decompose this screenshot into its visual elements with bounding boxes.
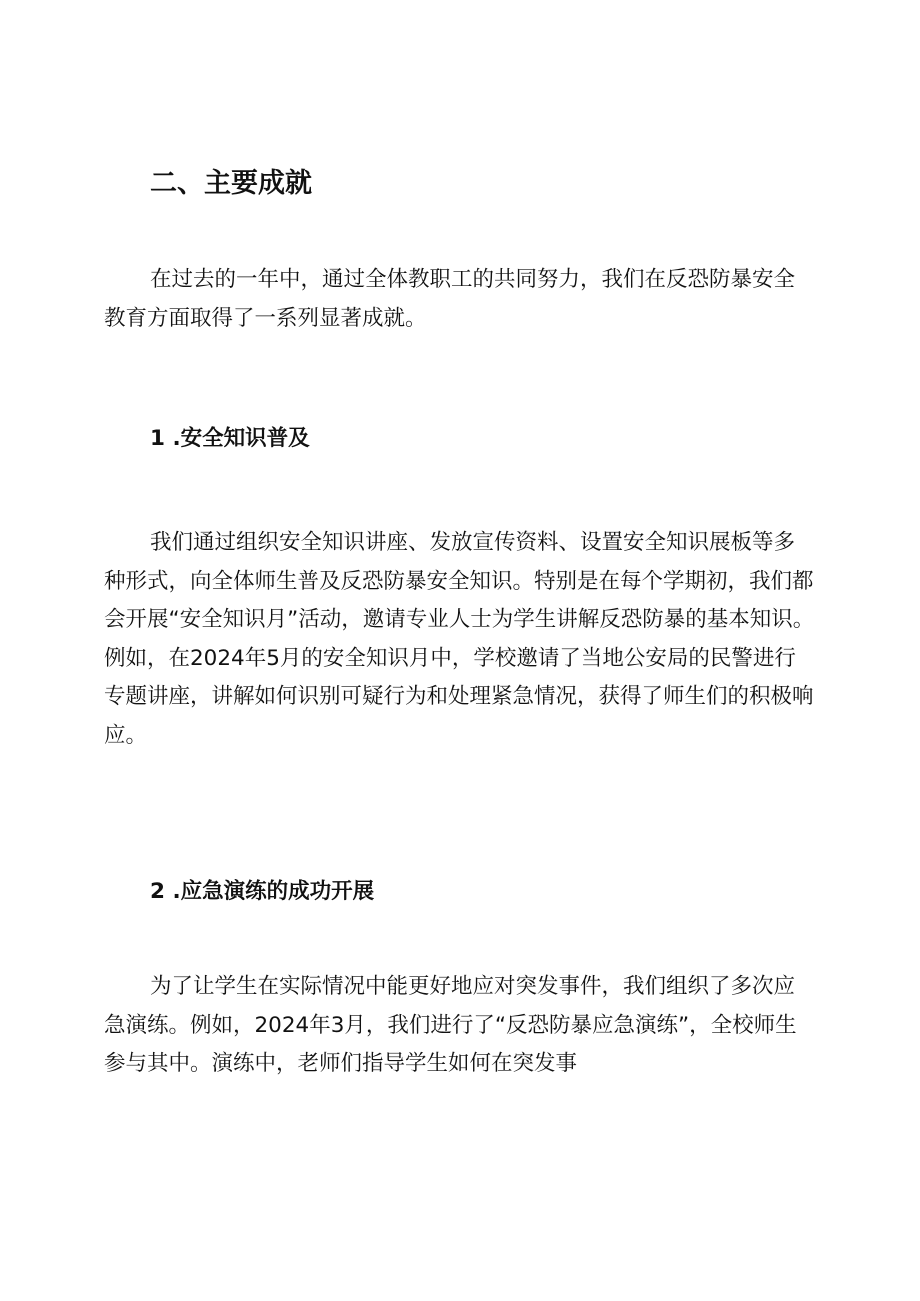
intro-paragraph: 在过去的一年中，通过全体教职工的共同努力，我们在反恐防暴安全教育方面取得了一系列显著成就。	[104, 267, 796, 331]
subheading-drill: 2 .应急演练的成功开展	[150, 879, 375, 904]
section-heading: 二、主要成就	[150, 168, 312, 199]
knowledge-paragraph: 我们通过组织安全知识讲座、发放宣传资料、设置安全知识展板等多种形式，向全体师生普及反恐防暴安全知识。特别是在每个学期初，我们都会开展“安全知识月”活动，邀请专业人士为学生讲解反恐防暴的基本知识。例如，在2024年5月的安全知识月中，学校邀请了当地公安局的民警进行专题讲座，讲解如何识别可疑行为和处理紧急情况，获得了师生们的积极响应。	[104, 530, 815, 748]
drill-paragraph: 为了让学生在实际情况中能更好地应对突发事件，我们组织了多次应急演练。例如，2024年3月，我们进行了“反恐防暴应急演练”，全校师生参与其中。演练中，老师们指导学生如何在突发事	[104, 974, 797, 1076]
subheading-knowledge: 1 .安全知识普及	[150, 426, 310, 451]
